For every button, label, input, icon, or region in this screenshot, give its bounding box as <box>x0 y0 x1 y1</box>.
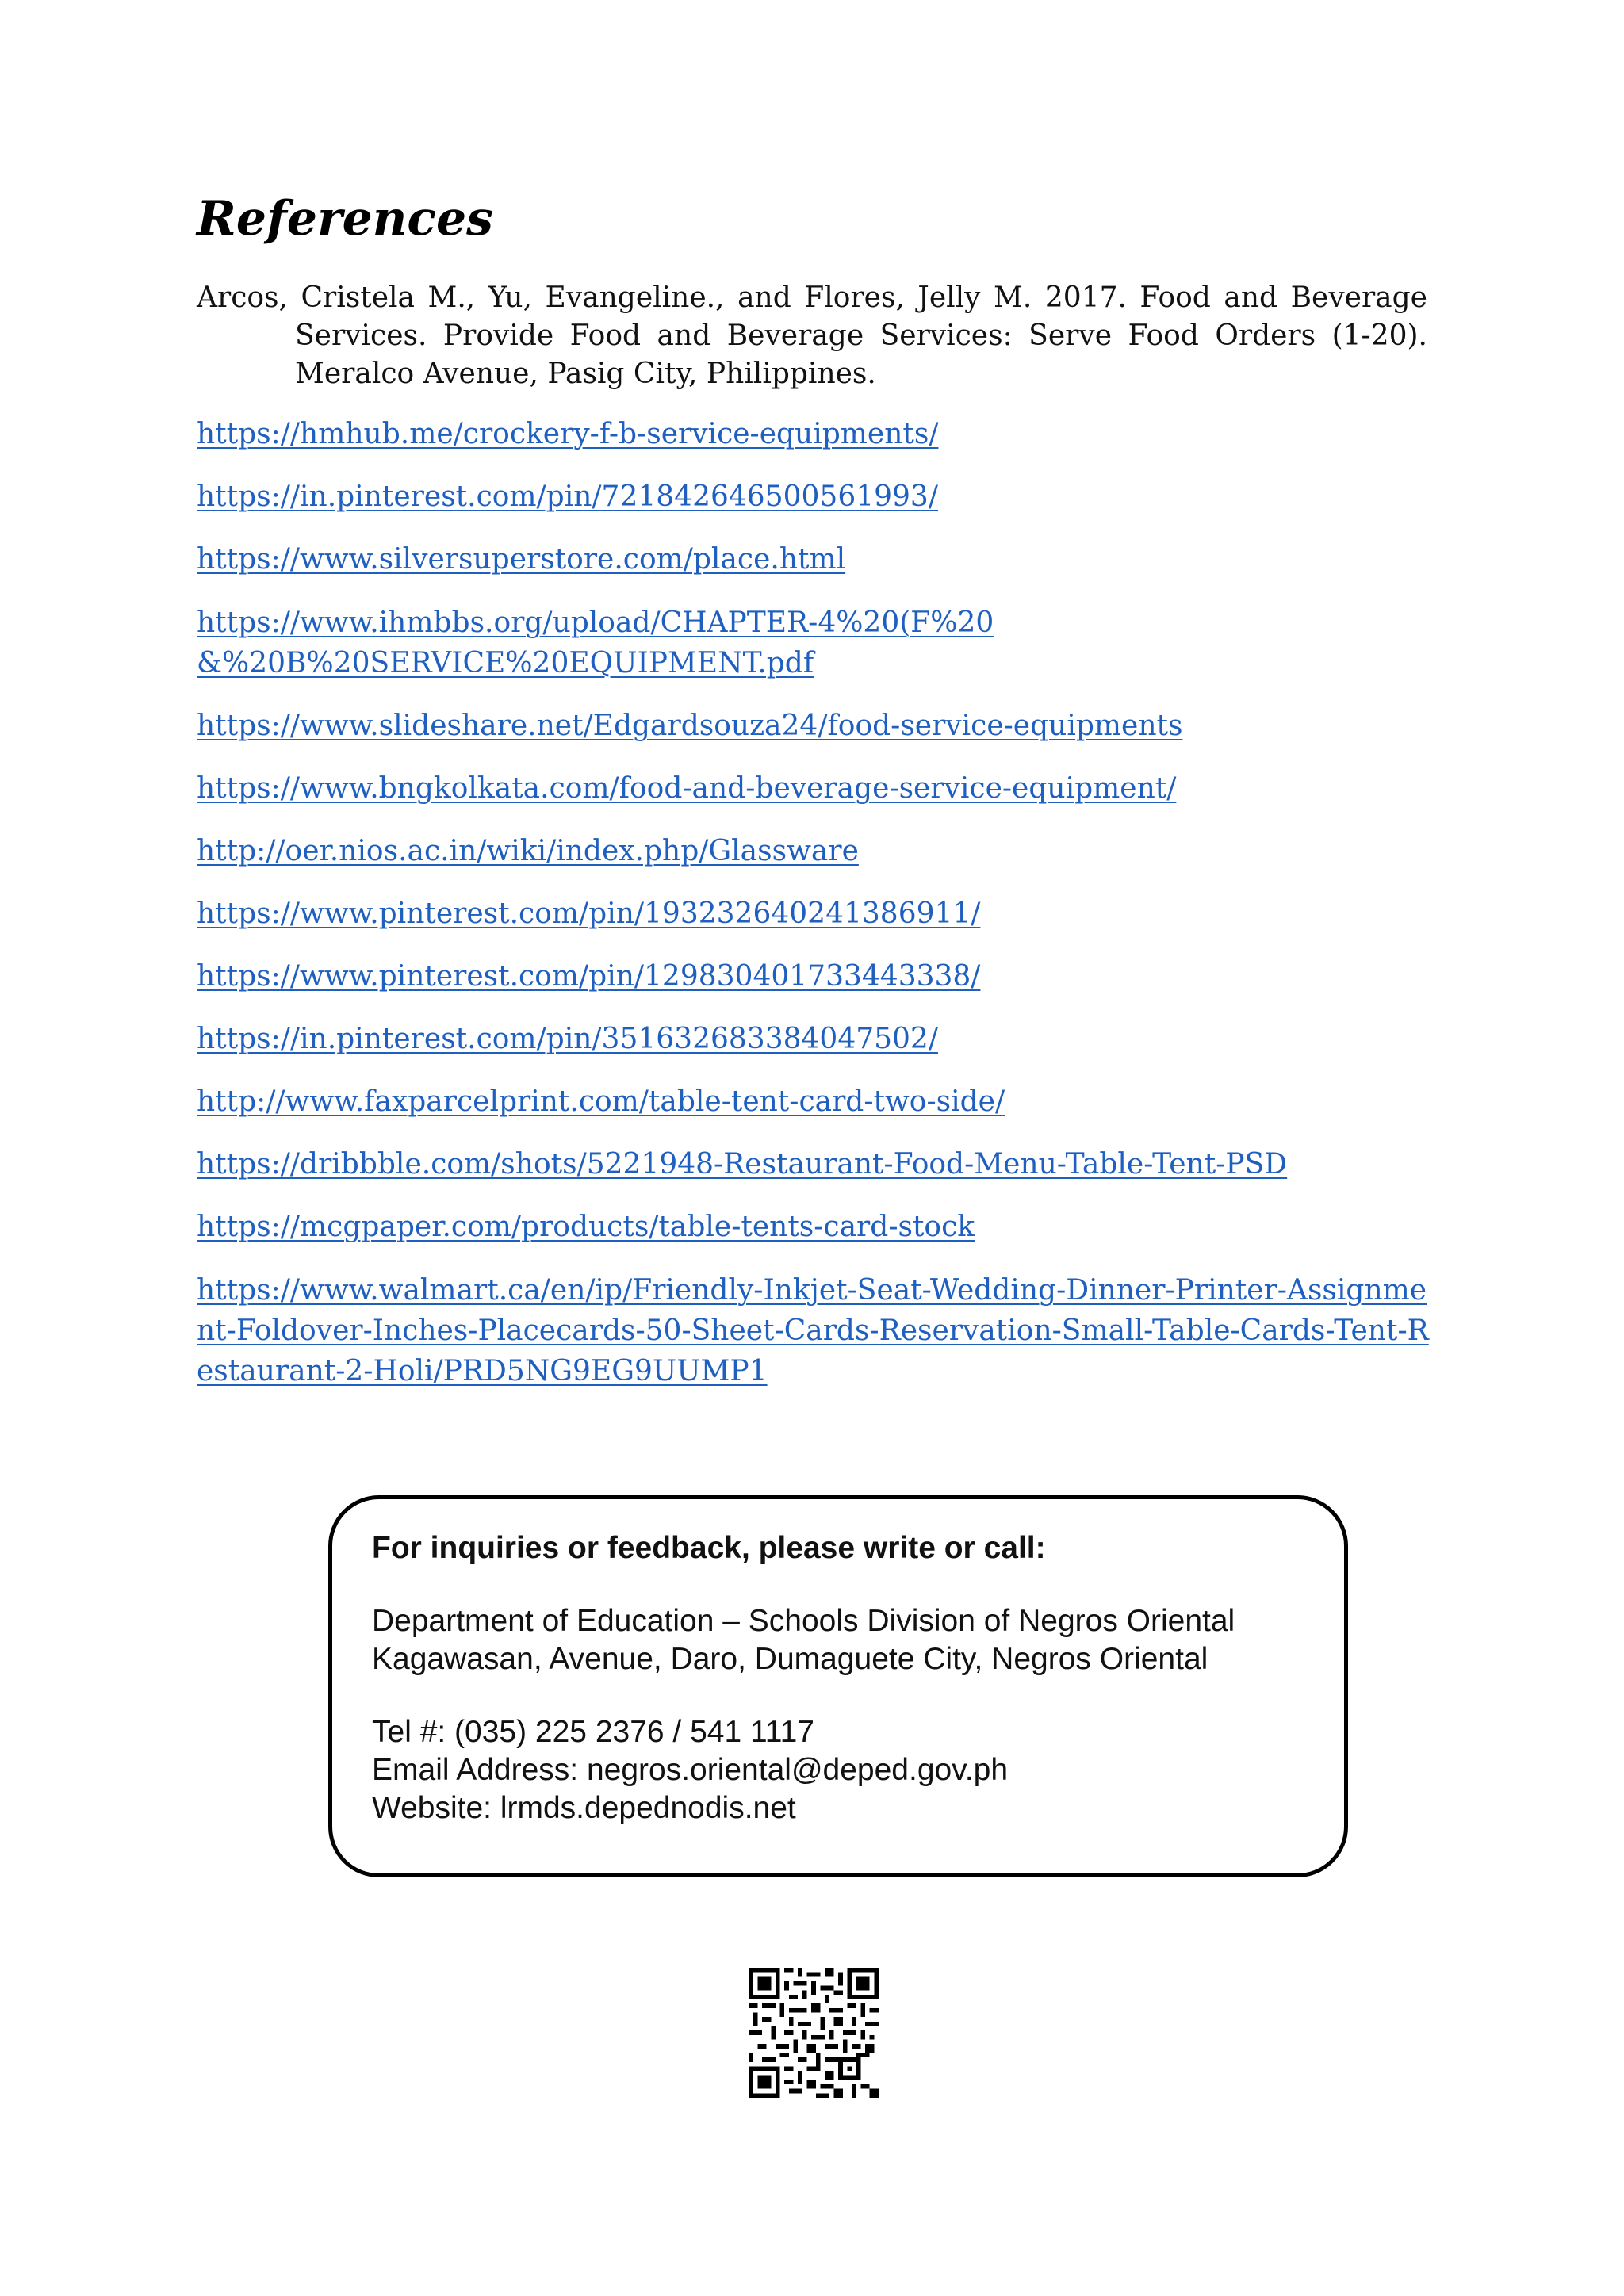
reference-link[interactable]: https://in.pinterest.com/pin/721842646500561993/ <box>197 480 938 513</box>
reference-link[interactable]: https://www.pinterest.com/pin/193232640241386911/ <box>197 897 981 930</box>
contact-website: Website: lrmds.depednodis.net <box>372 1791 796 1825</box>
reference-link-list <box>197 415 1465 1414</box>
reference-link[interactable]: https://www.slideshare.net/Edgardsouza24/food-service-equipments <box>197 710 1183 742</box>
reference-link[interactable]: http://oer.nios.ac.in/wiki/index.php/Glassware <box>197 835 859 867</box>
reference-link[interactable]: https://mcgpaper.com/products/table-tents-card-stock <box>197 1211 975 1243</box>
contact-title: For inquiries or feedback, please write or call: <box>372 1531 1046 1565</box>
reference-link[interactable]: https://www.bngkolkata.com/food-and-beverage-service-equipment/ <box>197 772 1177 805</box>
reference-link[interactable]: https://www.pinterest.com/pin/129830401733443338/ <box>197 960 981 993</box>
qr-code-icon <box>749 1968 879 2098</box>
reference-link[interactable]: https://dribbble.com/shots/5221948-Restaurant-Food-Menu-Table-Tent-PSD <box>197 1148 1288 1181</box>
contact-org-line: Department of Education – Schools Division of Negros Oriental <box>372 1604 1235 1638</box>
reference-link[interactable]: https://hmhub.me/crockery-f-b-service-equipments/ <box>197 418 939 450</box>
reference-link[interactable]: https://in.pinterest.com/pin/351632683384047502/ <box>197 1023 938 1055</box>
contact-info-box <box>328 1495 1348 1877</box>
contact-tel: Tel #: (035) 225 2376 / 541 1117 <box>372 1715 814 1749</box>
reference-link[interactable]: https://www.silversuperstore.com/place.html <box>197 543 846 576</box>
contact-address-line: Kagawasan, Avenue, Daro, Dumaguete City, Negros Oriental <box>372 1642 1208 1676</box>
reference-link[interactable]: https://www.ihmbbs.org/upload/CHAPTER-4%20(F%20&%20B%20SERVICE%20EQUIPMENT.pdf <box>197 607 994 679</box>
contact-email: Email Address: negros.oriental@deped.gov.ph <box>372 1753 1009 1787</box>
reference-citation: Arcos, Cristela M., Yu, Evangeline., and Flores, Jelly M. 2017. Food and Beverage Services. Provide Food and Beverage Services: Serve Food Orders (1-20). Meralco Avenue, Pasig City, Philippines. <box>197 281 1427 390</box>
references-heading: References <box>197 191 493 247</box>
spacer <box>372 1678 1344 1713</box>
reference-link[interactable]: https://www.walmart.ca/en/ip/Friendly-Inkjet-Seat-Wedding-Dinner-Printer-Assignment-Foldover-Inches-Placecards-50-Sheet-Cards-Reservation-Small-Table-Cards-Tent-Restaurant-2-Holi/PRD5NG9EG9UUMP1 <box>197 1274 1429 1387</box>
reference-link[interactable]: http://www.faxparcelprint.com/table-tent-card-two-side/ <box>197 1085 1005 1118</box>
